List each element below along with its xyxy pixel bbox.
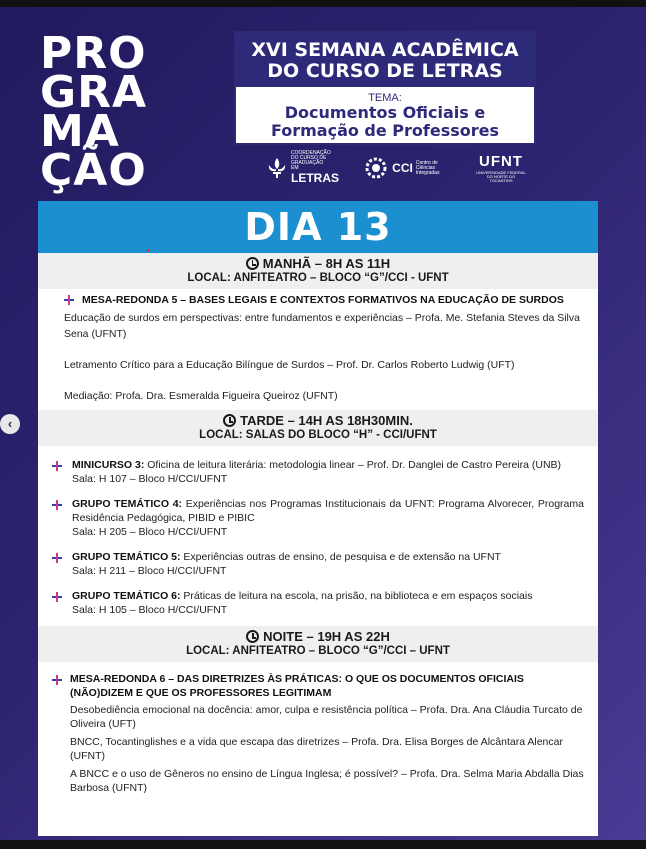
- logos-row: [266, 151, 526, 185]
- night-heading-text: MESA-REDONDA 6 – DAS DIRETRIZES ÀS PRÁTICAS: O QUE OS DOCUMENTOS OFICIAIS (NÃO)DIZEM E QUE OS PROFESSORES LEGITIMAM: [70, 673, 524, 699]
- day-banner: DIA 13: [38, 201, 598, 253]
- event-title-line2: DO CURSO DE LETRAS: [267, 60, 503, 82]
- cci-logo: [363, 155, 452, 181]
- event-title-line1: XVI SEMANA ACADÊMICA: [251, 39, 519, 61]
- ufnt-text: UFNT: [478, 153, 523, 170]
- program-title: [40, 28, 148, 196]
- night-heading: [52, 672, 584, 700]
- letras-small-text: COORDENAÇÃO DO CURSO DE GRADUAÇÃO EM: [291, 150, 331, 171]
- fleur-icon: [266, 157, 288, 179]
- item-room: Sala: H 105 – Bloco H/CCI/UFNT: [72, 604, 228, 616]
- cci-text: CCI: [392, 161, 413, 175]
- top-strip: [0, 0, 646, 7]
- letras-text: LETRAS: [291, 171, 339, 185]
- item-label: GRUPO TEMÁTICO 5:: [72, 551, 181, 563]
- morning-period: MANHÃ – 8H AS 11H: [262, 256, 391, 271]
- program-title-line: ÇÃO: [40, 145, 147, 196]
- night-p1: Desobediência emocional na docência: amor, culpa e resistência política – Profa. Dra. Ana Cláudia Turcato de Oliveira (UFT): [70, 704, 583, 730]
- clock-icon: [246, 257, 259, 270]
- plus-icon: [52, 675, 62, 685]
- item-label: MINICURSO 3:: [72, 459, 145, 471]
- plus-icon: [52, 592, 62, 602]
- program-title-line: MA: [40, 106, 120, 157]
- afternoon-item: [52, 589, 584, 617]
- program-title-line: GRA: [40, 67, 148, 118]
- afternoon-item: [52, 497, 584, 539]
- item-text: Práticas de leitura na escola, na prisão, na biblioteca e em espaços sociais: [180, 590, 533, 602]
- clock-icon: [223, 414, 236, 427]
- morning-body: [38, 289, 598, 410]
- tema-line2: Formação de Professores: [270, 121, 500, 140]
- afternoon-local: LOCAL: SALAS DO BLOCO “H” - CCI/UFNT: [199, 429, 437, 441]
- clock-icon: [246, 630, 259, 643]
- afternoon-body: [38, 446, 598, 617]
- item-label: GRUPO TEMÁTICO 4:: [72, 498, 183, 510]
- night-local: LOCAL: ANFITEATRO – BLOCO “G”/CCI – UFNT: [186, 645, 450, 657]
- red-dot: [147, 249, 150, 252]
- item-text: Oficina de leitura literária: metodologia linear – Prof. Dr. Danglei de Castro Pereira (UNB): [144, 459, 562, 471]
- item-room: Sala: H 211 – Bloco H/CCI/UFNT: [72, 565, 227, 577]
- event-title: [236, 33, 534, 87]
- program-title-line: PRO: [40, 28, 147, 79]
- item-room: Sala: H 205 – Bloco H/CCI/UFNT: [72, 526, 228, 538]
- tema-text: [236, 104, 534, 140]
- morning-p1: Educação de surdos em perspectivas: entre fundamentos e experiências – Profa. Me. Stefania Steves da Silva Sena (UFNT): [64, 312, 580, 340]
- item-label: GRUPO TEMÁTICO 6:: [72, 590, 181, 602]
- tema-label: TEMA:: [368, 92, 402, 104]
- tema-line1: Documentos Oficiais e: [284, 103, 486, 122]
- morning-heading-text: MESA-REDONDA 5 – BASES LEGAIS E CONTEXTOS FORMATIVOS NA EDUCAÇÃO DE SURDOS: [82, 294, 564, 306]
- schedule-card: [38, 201, 598, 836]
- night-header: [38, 626, 598, 662]
- morning-p3: Mediação: Profa. Dra. Esmeralda Figueira Queiroz (UFNT): [64, 390, 338, 402]
- night-body: [38, 662, 598, 795]
- night-p3: A BNCC e o uso de Gêneros no ensino de Língua Inglesa; é possível? – Profa. Dra. Selma Maria Abdalla Dias Barbosa (UFNT): [70, 768, 584, 794]
- event-title-box: [234, 31, 536, 145]
- letras-logo: [266, 151, 339, 185]
- plus-icon: [64, 295, 74, 305]
- afternoon-period: TARDE – 14H AS 18H30MIN.: [240, 413, 413, 428]
- item-text: Experiências outras de ensino, de pesquisa e de extensão na UFNT: [180, 551, 501, 563]
- plus-icon: [52, 500, 62, 510]
- bottom-strip: [0, 840, 646, 849]
- item-text: Experiências nos Programas Institucionais da UFNT: Programa Alvorecer, Programa Residência Pedagógica, PIBID e PIBIC: [72, 498, 584, 524]
- afternoon-item: [52, 458, 584, 486]
- item-room: Sala: H 107 – Bloco H/CCI/UFNT: [72, 473, 228, 485]
- afternoon-item: [52, 550, 584, 578]
- cci-gear-icon: [363, 155, 389, 181]
- morning-header: [38, 253, 598, 289]
- night-period: NOITE – 19H AS 22H: [263, 629, 390, 644]
- plus-icon: [52, 461, 62, 471]
- afternoon-header: [38, 410, 598, 446]
- prev-arrow-button[interactable]: ‹: [0, 414, 20, 434]
- cci-small-text: Centro de Ciências Integradas: [415, 159, 440, 176]
- morning-p2: Letramento Crítico para a Educação Bilíngue de Surdos – Prof. Dr. Carlos Roberto Ludwig (UFT): [64, 359, 515, 371]
- morning-local: LOCAL: ANFITEATRO – BLOCO “G”/CCI - UFNT: [187, 272, 449, 284]
- morning-heading: [52, 292, 584, 308]
- night-p2: BNCC, Tocantinglishes e a vida que escapa das diretrizes – Profa. Dra. Elisa Borges de Alcântara Alencar (UFNT): [70, 736, 563, 762]
- ufnt-small-text: UNIVERSIDADE FEDERAL DO NORTE DO TOCANTINS: [476, 170, 526, 183]
- ufnt-logo: [476, 153, 526, 183]
- plus-icon: [52, 553, 62, 563]
